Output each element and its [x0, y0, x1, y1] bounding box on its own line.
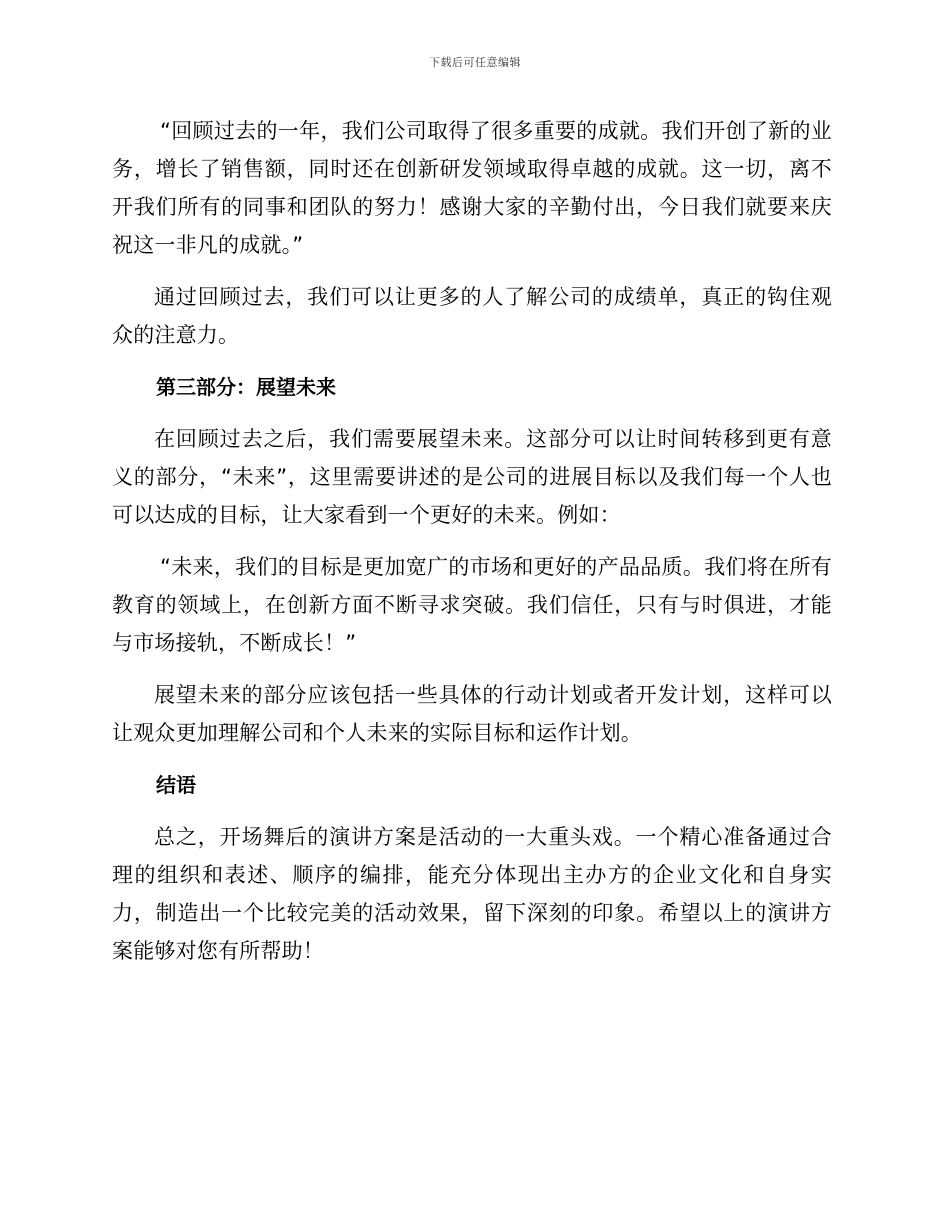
page-header: 下载后可任意编辑	[429, 56, 521, 69]
quote-paragraph-review: “回顾过去的一年，我们公司取得了很多重要的成就。我们开创了新的业务，增长了销售额，同时还在创新研发领域取得卓越的成就。这一切，离不开我们所有的同事和团队的努力！感谢大家的辛勤付出，今日我们就要来庆祝这一非凡的成就。”	[112, 119, 832, 257]
paragraph-future-intro: 在回顾过去之后，我们需要展望未来。这部分可以让时间转移到更有意义的部分，“未来”，这里需要讲述的是公司的进展目标以及我们每一个人也可以达成的目标，让大家看到一个更好的未来。例如：	[112, 427, 832, 527]
paragraph-conclusion: 总之，开场舞后的演讲方案是活动的一大重头戏。一个精心准备通过合理的组织和表述、顺序的编排，能充分体现出主办方的企业文化和自身实力，制造出一个比较完美的活动效果，留下深刻的印象。希望以上的演讲方案能够对您有所帮助！	[112, 825, 832, 963]
section-heading-conclusion: 结语	[156, 773, 196, 797]
paragraph-review-summary: 通过回顾过去，我们可以让更多的人了解公司的成绩单，真正的钩住观众的注意力。	[112, 285, 832, 347]
quote-paragraph-future: “未来，我们的目标是更加宽广的市场和更好的产品品质。我们将在所有教育的领域上，在创新方面不断寻求突破。我们信任，只有与时俱进，才能与市场接轨，不断成长！”	[112, 555, 832, 655]
paragraph-future-plan: 展望未来的部分应该包括一些具体的行动计划或者开发计划，这样可以让观众更加理解公司和个人未来的实际目标和运作计划。	[112, 683, 832, 745]
document-body	[112, 112, 832, 984]
section-heading-part-three: 第三部分：展望未来	[156, 375, 336, 399]
